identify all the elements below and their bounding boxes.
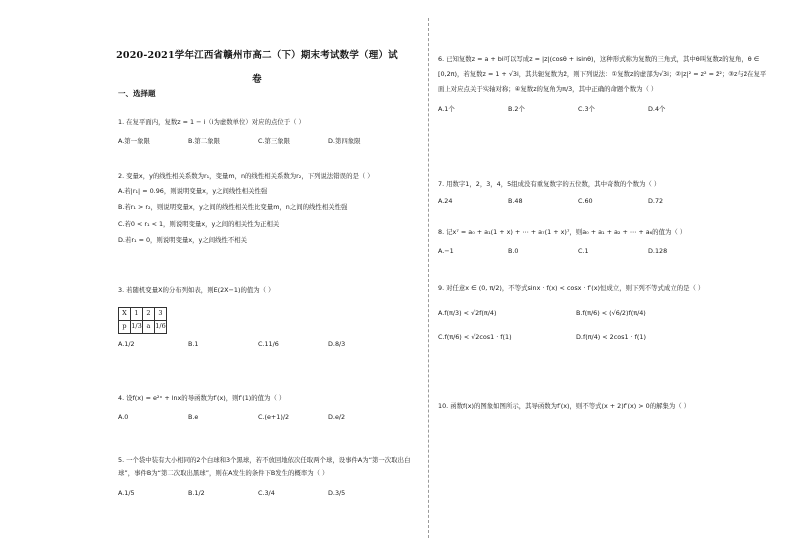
options — [118, 338, 416, 350]
options — [438, 307, 772, 343]
option-d: D.e/2 — [328, 412, 346, 421]
option-b: B.48 — [508, 196, 523, 205]
table-cell: 1 — [131, 307, 143, 320]
option-c: C.60 — [578, 196, 593, 205]
options — [118, 487, 416, 499]
question-stem: 7. 用数字1，2，3，4，5组成没有重复数字的五位数，其中奇数的个数为（ ） — [438, 180, 661, 188]
option-d: D.3/5 — [328, 489, 346, 497]
question-6 — [438, 52, 772, 115]
option-b: B.e — [188, 412, 199, 421]
options — [438, 245, 772, 257]
column-divider — [428, 18, 429, 538]
table-row — [119, 307, 167, 320]
question-2 — [118, 170, 416, 247]
question-7 — [438, 178, 772, 207]
question-8 — [438, 226, 772, 257]
option-a: A.0 — [118, 412, 129, 421]
question-stem: 9. 对任意x ∈ (0, π/2)，不等式sinx · f(x) < cosx · f′(x)恒成立，则下列不等式成立的是（ ） — [438, 284, 705, 292]
option-a: A.1个 — [438, 105, 455, 113]
option-d: D.第四象限 — [328, 136, 361, 145]
option-d: D.4个 — [648, 105, 666, 113]
option-b: B.1 — [188, 339, 199, 348]
option-a: A.f(π/3) < √2f(π/4) — [438, 308, 497, 317]
option-c: C.若0 < r₁ < 1，则说明变量x，y之间的相关性为正相关 — [118, 219, 280, 228]
question-9 — [438, 282, 772, 343]
question-stem: 4. 设f(x) = e²ˣ + lnx的导函数为f′(x)，则f′(1)的值为（ ） — [118, 394, 286, 402]
table-cell: 1/3 — [131, 320, 143, 333]
option-c: C.第三象限 — [258, 136, 291, 145]
title-line-2: 卷 — [252, 74, 262, 85]
option-a: A.若|r₁| = 0.96，则说明变量x，y之间线性相关性强 — [118, 186, 268, 195]
option-b: B.若r₁ > r₂，则说明变量x，y之间的线性相关性比变量m，n之间的线性相关性强 — [118, 203, 348, 211]
table-cell: 2 — [143, 307, 155, 320]
option-d: D.128 — [648, 246, 668, 255]
option-a: A.−1 — [438, 246, 454, 255]
options — [118, 135, 416, 147]
question-stem: 2. 变量x，y的线性相关系数为r₁，变量m，n的线性相关系数为r₂，下列说法错误的是（ ） — [118, 172, 374, 180]
option-c: C.3个 — [578, 105, 595, 113]
table-row — [119, 320, 167, 333]
question-stem: 1. 在复平面内，复数z = 1 − i（i为虚数单位）对应的点位于（ ） — [118, 118, 305, 126]
question-4 — [118, 392, 416, 423]
question-stem: 10. 函数f(x)的图象如图所示，其导函数为f′(x)，则不等式(x + 2)f′(x) > 0的解集为（ ） — [438, 402, 691, 410]
option-c: C.11/6 — [258, 339, 279, 348]
option-d: D.f(π/4) < 2cos1 · f(1) — [576, 332, 646, 341]
option-b: B.2个 — [508, 105, 525, 113]
option-a: A.第一象限 — [118, 136, 150, 145]
options — [438, 195, 772, 207]
option-c: C.1 — [578, 246, 589, 255]
question-3 — [118, 284, 416, 350]
option-d: D.若r₁ = 0，则说明变量x，y之间线性不相关 — [118, 236, 248, 244]
option-c: C.3/4 — [258, 489, 275, 497]
question-5 — [118, 454, 416, 499]
table-cell: X — [119, 307, 131, 320]
distribution-table — [118, 307, 167, 334]
option-a: A.1/2 — [118, 339, 135, 348]
question-stem: 3. 若随机变量X的分布列如表，则E(2X−1)的值为（ ） — [118, 286, 275, 294]
question-stem: 8. 记x⁷ = a₀ + a₁(1 + x) + ⋯ + a₇(1 + x)⁷，则a₀ + a₁ + a₂ + ⋯ + a₆的值为（ ） — [438, 228, 687, 236]
option-b: B.1/2 — [188, 489, 205, 497]
option-b: B.0 — [508, 246, 519, 255]
option-b: B.f(π/6) < (√6/2)f(π/4) — [576, 308, 646, 317]
options — [118, 411, 416, 423]
option-a: A.1/5 — [118, 489, 135, 497]
options — [438, 103, 772, 115]
question-1 — [118, 116, 416, 147]
paper-title — [112, 44, 402, 92]
option-c: C.f(π/6) < √2cos1 · f(1) — [438, 332, 512, 341]
option-c: C.(e+1)/2 — [258, 412, 290, 421]
title-line-1: 2020-2021学年江西省赣州市高二（下）期末考试数学（理）试 — [116, 50, 398, 61]
table-cell: 1/6 — [155, 320, 167, 333]
section-heading: 一、选择题 — [118, 89, 156, 98]
table-cell: p — [119, 320, 131, 333]
table-cell: 3 — [155, 307, 167, 320]
question-10 — [438, 400, 772, 413]
question-stem: 5. 一个袋中装有大小相同的2个白球和3个黑球，若不放回地依次任取两个球，设事件A为“第一次取出白球”，事件B为“第二次取出黑球”，则在A发生的条件下B发生的概率为（ ） — [118, 456, 411, 477]
table-cell: a — [143, 320, 155, 333]
question-stem: 6. 已知复数z = a + bi可以写成z = |z|(cosθ + isinθ)，这种形式称为复数的三角式，其中θ叫复数z的复角，θ ∈ [0,2π)，若复数z = 1 + √3i，其共轭复数为z̄，则下列说法：①复数z的虚部为√3i；②|z|² = z² = z̄²；③z与z̄在复平面上对应点关于实轴对称；④复数z的复角为π/3，其中正确的命题个数为（ ） — [438, 55, 767, 93]
option-d: D.72 — [648, 196, 664, 205]
option-a: A.24 — [438, 196, 453, 205]
option-b: B.第二象限 — [188, 136, 220, 145]
option-d: D.8/3 — [328, 339, 346, 348]
